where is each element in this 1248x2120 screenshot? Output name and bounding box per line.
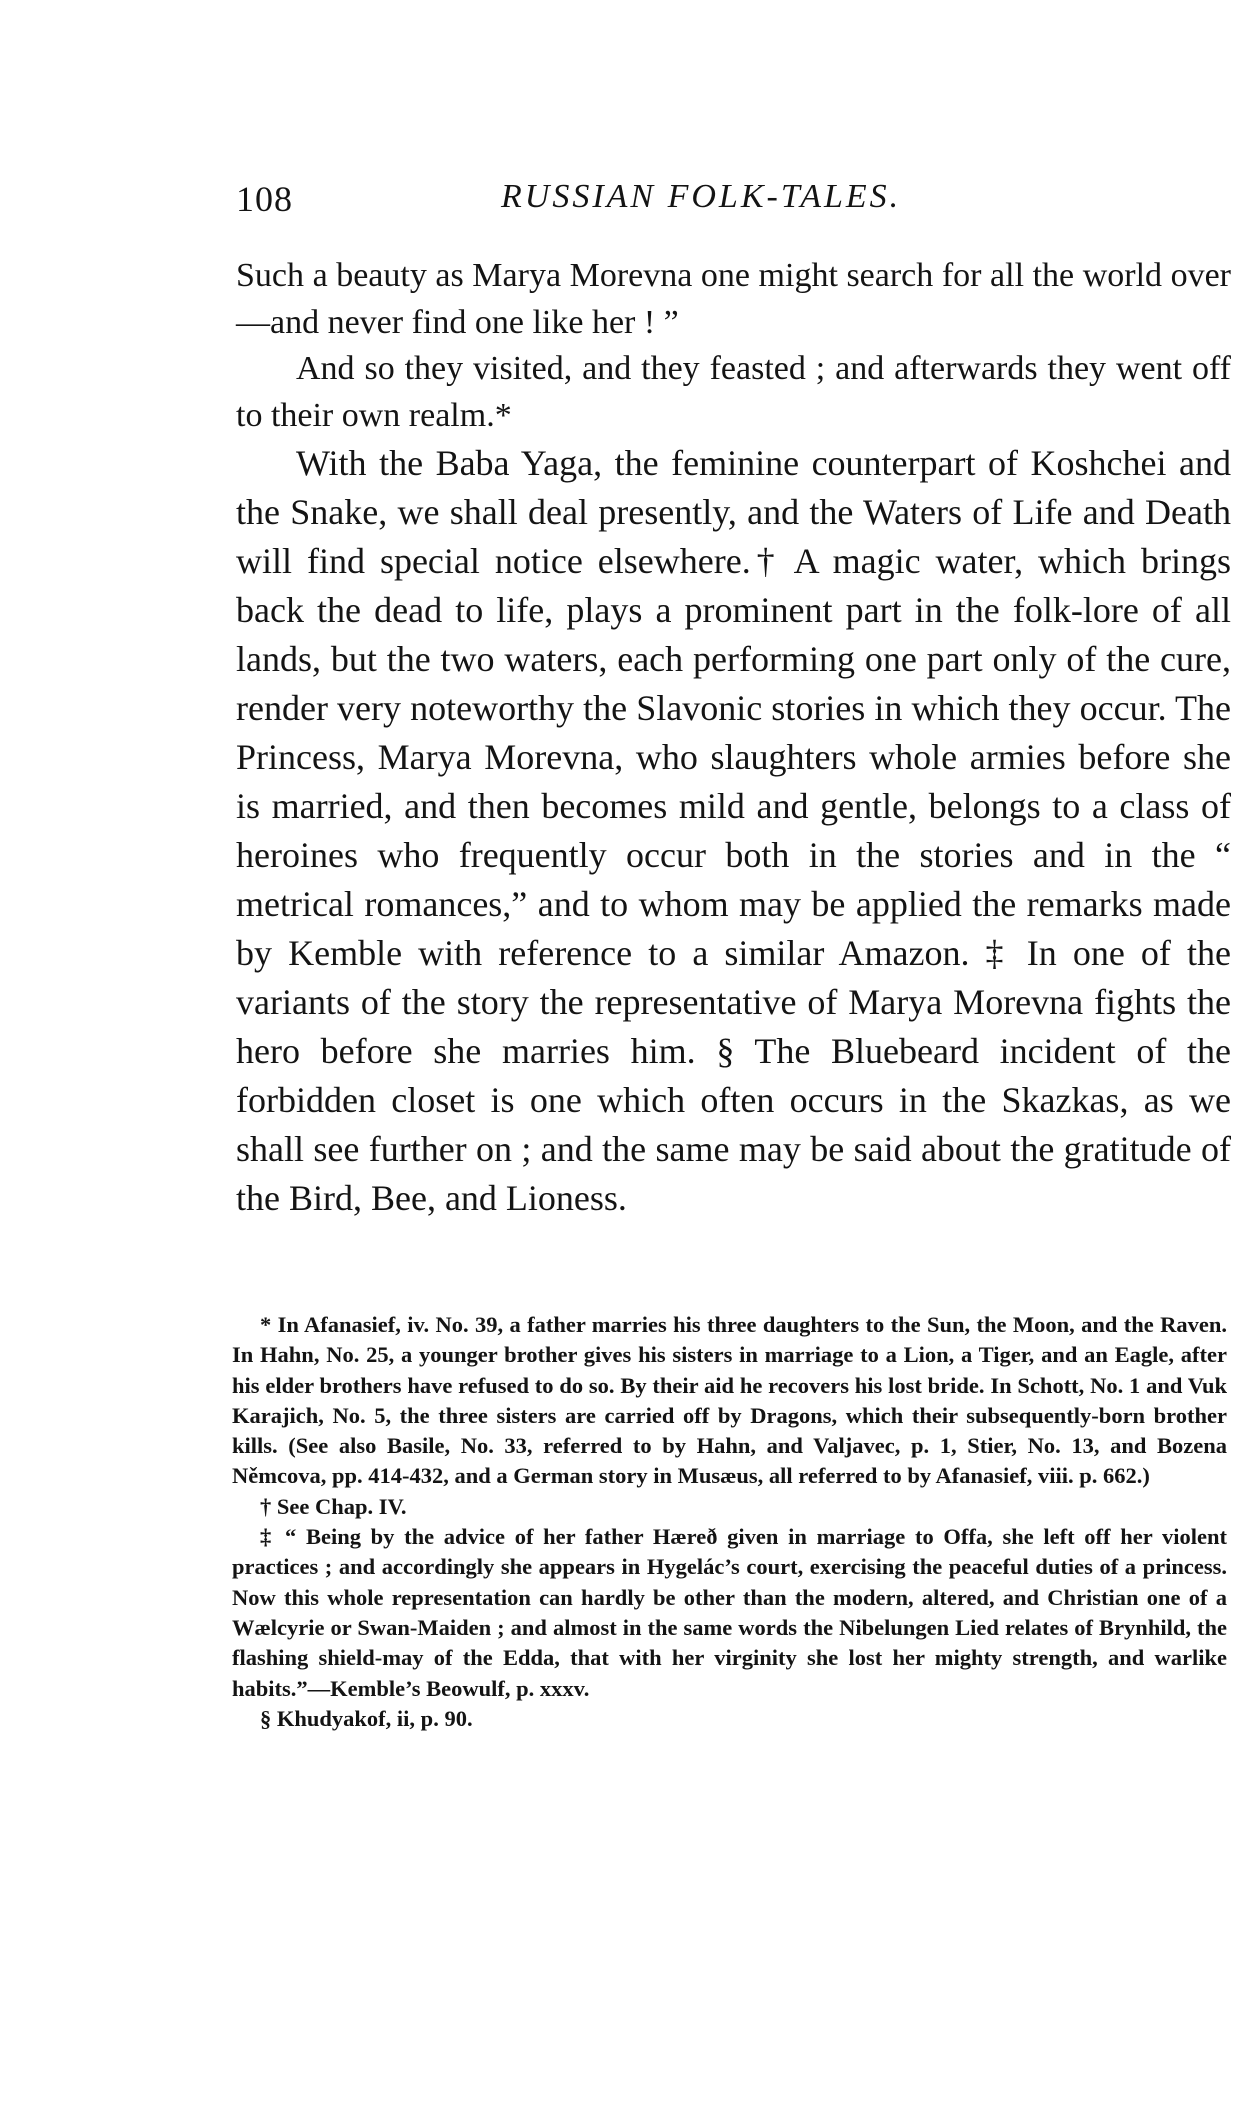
footnote-1: * In Afanasief, iv. No. 39, a father marries his three daughters to the Sun, the Moon, and the Raven. In Hahn, No. 25, a younger brother gives his sisters in marriage to a Lion, a Tiger, and an Eagle, after his elder brothers have refused to do so. By their aid he recovers his lost bride. In Schott, No. 1 and Vuk Karajich, No. 5, the three sisters are carried off by Dragons, which their subsequently-born brother kills. (See also Basile, No. 33, referred to by Hahn, and Valjavec, p. 1, Stier, No. 13, and Bozena Němcova, pp. 414-432, and a German story in Musæus, all referred to by Afanasief, viii. p. 662.) [232, 1312, 1227, 1489]
footnote-4: § Khudyakof, ii, p. 90. [260, 1705, 473, 1731]
page-number: 108 [236, 179, 293, 219]
body-paragraph-2: And so they visited, and they feasted ; and afterwards they went off to their own realm.* [236, 350, 1231, 434]
body-paragraph-3: With the Baba Yaga, the feminine counterpart of Koshchei and the Snake, we shall deal presently, and the Waters of Life and Death will find special notice elsewhere.† A magic water, which brings back the dead to life, plays a prominent part in the folk-lore of all lands, but the two waters, each performing one part only of the cure, render very noteworthy the Slavonic stories in which they occur. The Princess, Marya Morevna, who slaughters whole armies before she is married, and then becomes mild and gentle, belongs to a class of heroines who frequently occur both in the stories and in the “ metrical romances,” and to whom may be applied the remarks made by Kemble with reference to a similar Amazon. ‡ In one of the variants of the story the representative of Marya Morevna fights the hero before she marries him. § The Bluebeard incident of the forbidden closet is one which often occurs in the Skazkas, as we shall see further on ; and the same may be said about the gratitude of the Bird, Bee, and Lioness. [236, 443, 1231, 1218]
footnote-2: † See Chap. IV. [260, 1493, 407, 1519]
footnote-3: ‡ “ Being by the advice of her father Hæreð given in marriage to Offa, she left off her violent practices ; and accordingly she appears in Hygelác’s court, exercising the peaceful duties of a princess. Now this whole representation can hardly be other than the modern, altered, and Christian one of a Wælcyrie or Swan-Maiden ; and almost in the same words the Nibelungen Lied relates of Brynhild, the flashing shield-may of the Edda, that with her virginity she lost her mighty strength, and warlike habits.”—Kemble’s Beowulf, p. xxxv. [232, 1524, 1227, 1701]
body-paragraph-1: Such a beauty as Marya Morevna one might search for all the world over—and never find one like her ! ” [236, 257, 1231, 341]
body-text [236, 253, 1231, 1223]
footnotes [232, 1310, 1227, 1734]
page-header [236, 178, 1231, 228]
running-title: RUSSIAN FOLK-TALES. [501, 178, 902, 215]
